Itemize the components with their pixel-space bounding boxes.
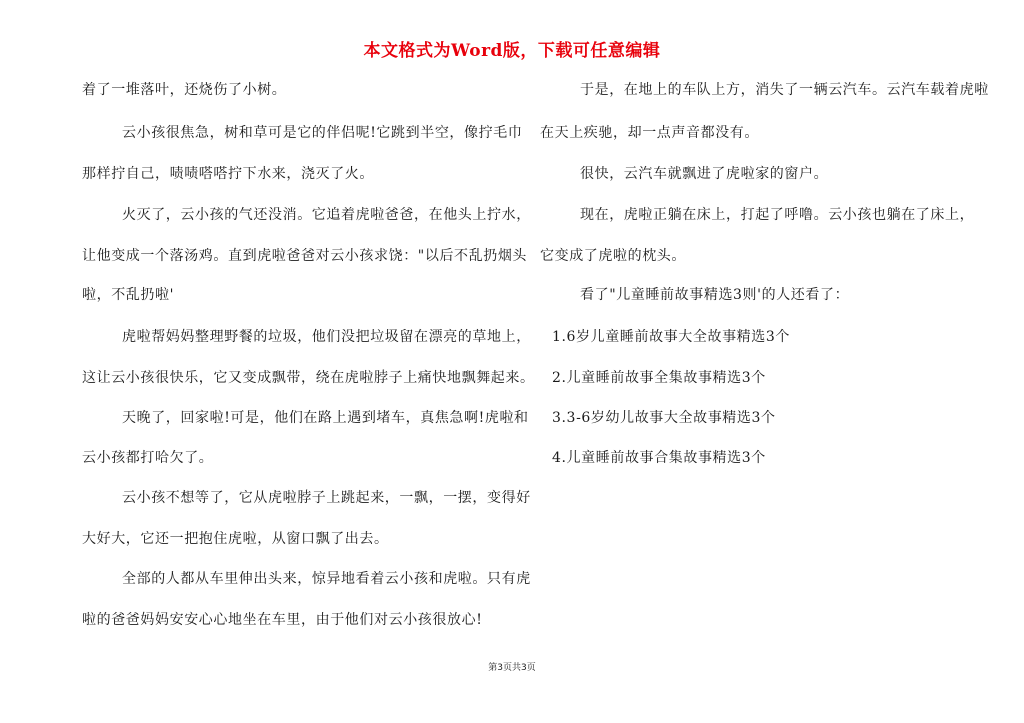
related-heading: 看了"儿童睡前故事精选3则'的人还看了： [580,287,850,303]
paragraph-line: 虎啦帮妈妈整理野餐的垃圾，他们没把垃圾留在漂亮的草地上， [122,329,531,345]
paragraph-line: 大好大，它还一把抱住虎啦，从窗口飘了出去。 [82,531,389,547]
paragraph-line: 天晚了，回家啦!可是，他们在路上遇到堵车，真焦急啊!虎啦和 [122,410,529,426]
paragraph-line: 很快，云汽车就飘进了虎啦家的窗户。 [580,166,829,182]
paragraph-line: 它变成了虎啦的枕头。 [540,248,686,264]
paragraph-line: 着了一堆落叶，还烧伤了小树。 [82,82,287,98]
paragraph-line: 全部的人都从车里伸出头来，惊异地看着云小孩和虎啦。只有虎 [122,571,531,587]
paragraph-line: 让他变成一个落汤鸡。直到虎啦爸爸对云小孩求饶："以后不乱扔烟头 [82,248,528,264]
page-header-title: 本文格式为Word版，下载可任意编辑 [363,41,661,61]
paragraph-line: 现在，虎啦正躺在床上，打起了呼噜。云小孩也躺在了床上， [580,207,975,223]
page-footer: 第3页共3页 [488,663,536,673]
paragraph-line: 在天上疾驰，却一点声音都没有。 [540,125,759,141]
paragraph-line: 云小孩很焦急，树和草可是它的伴侣呢!它跳到半空，像拧毛巾 [122,125,523,141]
paragraph-line: 于是，在地上的车队上方，消失了一辆云汽车。云汽车载着虎啦 [580,82,989,98]
paragraph-line: 云小孩不想等了，它从虎啦脖子上跳起来，一飘，一摆，变得好 [122,490,531,506]
paragraph-line: 啦的爸爸妈妈安安心心地坐在车里，由于他们对云小孩很放心! [82,612,483,628]
related-link[interactable]: 3.3-6岁幼儿故事大全故事精选3个 [552,410,776,426]
paragraph-line: 云小孩都打哈欠了。 [82,450,214,466]
paragraph-line: 这让云小孩很快乐，它又变成飘带，绕在虎啦脖子上痛快地飘舞起来。 [82,370,535,386]
related-link[interactable]: 4.儿童睡前故事合集故事精选3个 [552,450,766,466]
related-link[interactable]: 1.6岁儿童睡前故事大全故事精选3个 [552,329,790,345]
paragraph-line: 啦，不乱扔啦' [82,287,175,303]
paragraph-line: 那样拧自己，啧啧嗒嗒拧下水来，浇灭了火。 [82,166,374,182]
paragraph-line: 火灭了，云小孩的气还没消。它追着虎啦爸爸，在他头上拧水， [122,207,531,223]
related-link[interactable]: 2.儿童睡前故事全集故事精选3个 [552,370,766,386]
